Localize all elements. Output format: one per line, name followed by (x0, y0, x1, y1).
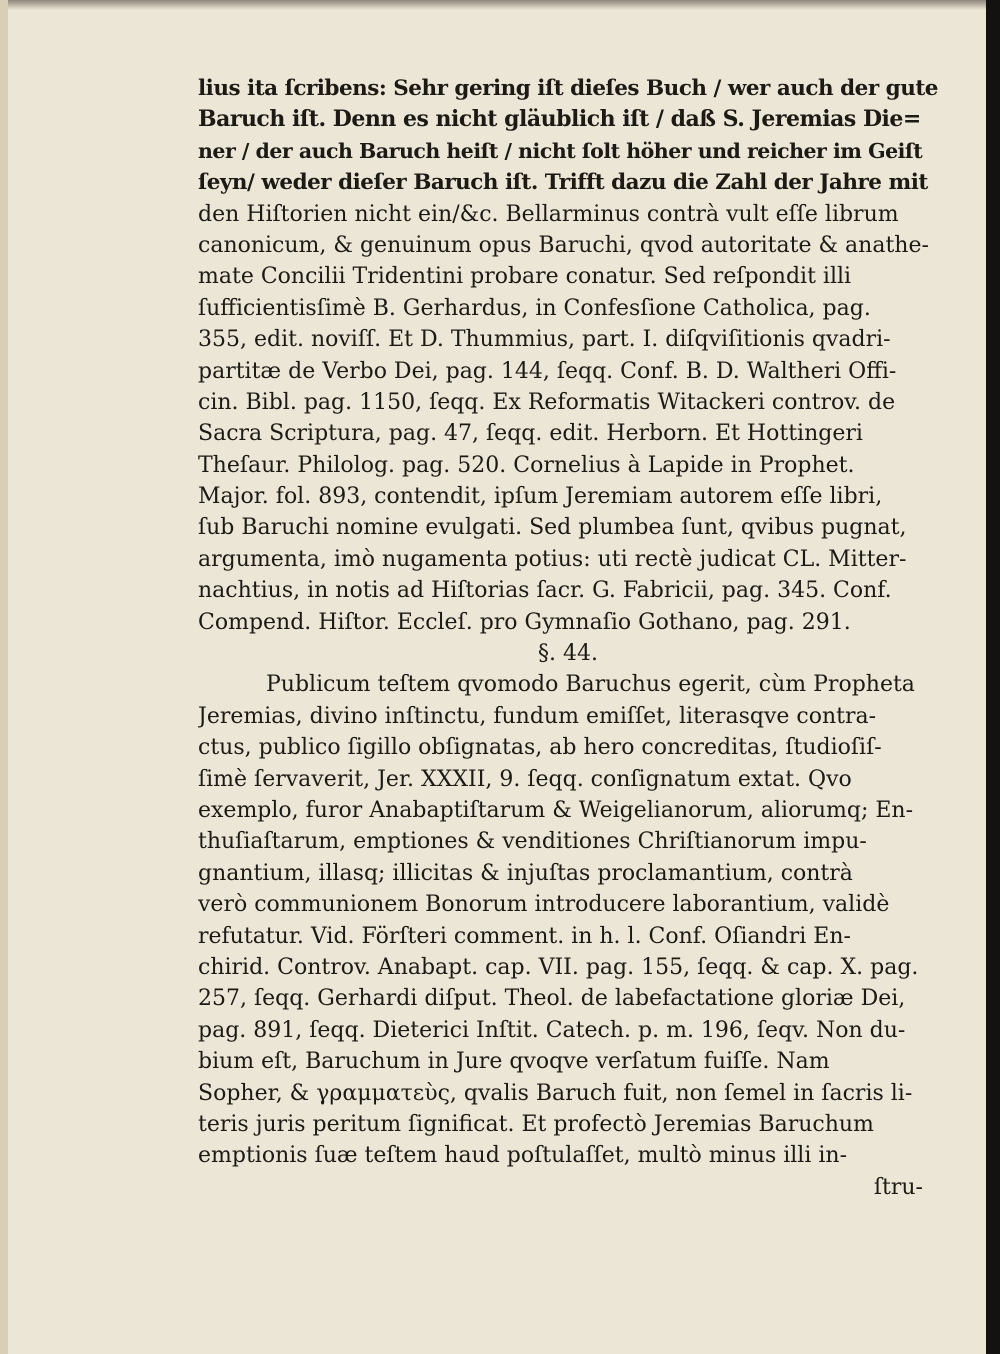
text-line: pag. 891, ſeqq. Dieterici Inſtit. Catech. p. m. 196, ſeqv. Non du- (198, 1017, 906, 1043)
text-line: 257, ſeqq. Gerhardi diſput. Theol. de labefactatione gloriæ Dei, (198, 986, 906, 1012)
text-line: cin. Bibl. pag. 1150, ſeqq. Ex Reformatis Witackeri controv. de (198, 389, 896, 415)
text-line: emptionis ſuæ teſtem haud poſtulaſſet, multò minus illi in- (198, 1143, 848, 1169)
page-top-shadow (8, 0, 1000, 10)
page-right-edge (986, 0, 1000, 1354)
text-line: ſub Baruchi nomine evulgati. Sed plumbea ſunt, qvibus pugnat, (198, 515, 907, 541)
text-line: ctus, publico ſigillo obſignatas, ab hero concreditas, ſtudioſiſ- (198, 735, 882, 761)
text-line: mate Concilii Tridentini probare conatur. Sed reſpondit illi (198, 264, 852, 290)
text-line: thuſiaſtarum, emptiones & venditiones Chriſtianorum impu- (198, 829, 867, 855)
text-line: Theſaur. Philolog. pag. 520. Cornelius à Lapide in Prophet. (198, 452, 855, 478)
text-line: gnantium, illasq; illicitas & injuſtas proclamantium, contrà (198, 860, 853, 886)
text-line: Publicum teſtem qvomodo Baruchus egerit, cùm Propheta (266, 672, 915, 698)
text-line: chirid. Controv. Anabapt. cap. VII. pag. 155, ſeqq. & cap. X. pag. (198, 954, 919, 980)
text-line: Sacra Scriptura, pag. 47, ſeqq. edit. Herborn. Et Hottingeri (198, 421, 863, 447)
text-line: lius ita ſcribens: Sehr gering iſt dieſes Buch / wer auch der gute (198, 76, 938, 101)
text-line: Compend. Hiſtor. Eccleſ. pro Gymnaſio Gothano, pag. 291. (198, 609, 851, 635)
text-line: partitæ de Verbo Dei, pag. 144, ſeqq. Conf. B. D. Waltheri Offi- (198, 358, 897, 384)
text-line: Baruch iſt. Denn es nicht gläublich iſt / daß S. Jeremias Die= (198, 106, 921, 133)
text-line: den Hiſtorien nicht ein/&c. Bellarminus contrà vult eſſe librum (198, 201, 899, 227)
text-line: nachtius, in notis ad Hiſtorias ſacr. G. Fabricii, pag. 345. Conf. (198, 578, 892, 604)
text-line: ſimè ſervaverit, Jer. XXXII, 9. ſeqq. conſignatum extat. Qvo (198, 766, 852, 792)
text-line: argumenta, imò nugamenta potius: uti rectè judicat CL. Mitter- (198, 546, 907, 572)
text-line: canonicum, & genuinum opus Baruchi, qvod autoritate & anathe- (198, 232, 929, 258)
section-heading: §. 44. (538, 641, 598, 667)
text-block (198, 73, 938, 1203)
text-line: exemplo, furor Anabaptiſtarum & Weigelianorum, aliorumq; En- (198, 797, 914, 823)
text-line: Major. fol. 893, contendit, ipſum Jeremiam autorem eſſe libri, (198, 484, 883, 510)
text-line: Sopher, & γραμματεὺς, qvalis Baruch fuit, non ſemel in ſacris li- (198, 1080, 913, 1106)
text-line: refutatur. Vid. Förſteri comment. in h. l. Conf. Oſiandri En- (198, 923, 851, 949)
text-line: Jeremias, divino inſtinctu, fundum emiſſet, literasqve contra- (198, 703, 877, 729)
text-line: ner / der auch Baruch heiſt / nicht ſolt höher und reicher im Geiſt (198, 138, 923, 163)
text-line: 355, edit. noviſſ. Et D. Thummius, part. I. diſqviſitionis qvadri- (198, 327, 891, 353)
text-line: teris juris peritum ſignificat. Et profectò Jeremias Baruchum (198, 1111, 874, 1137)
text-line: verò communionem Bonorum introducere laborantium, validè (198, 892, 890, 918)
catchword: ſtru- (873, 1174, 923, 1200)
text-line: ſeyn/ weder dieſer Baruch iſt. Trifft dazu die Zahl der Jahre mit (198, 170, 928, 196)
text-line: ſufficientisſimè B. Gerhardus, in Confesſione Catholica, pag. (198, 295, 871, 321)
text-line: bium eſt, Baruchum in Jure qvoqve verſatum fuiſſe. Nam (198, 1049, 830, 1075)
